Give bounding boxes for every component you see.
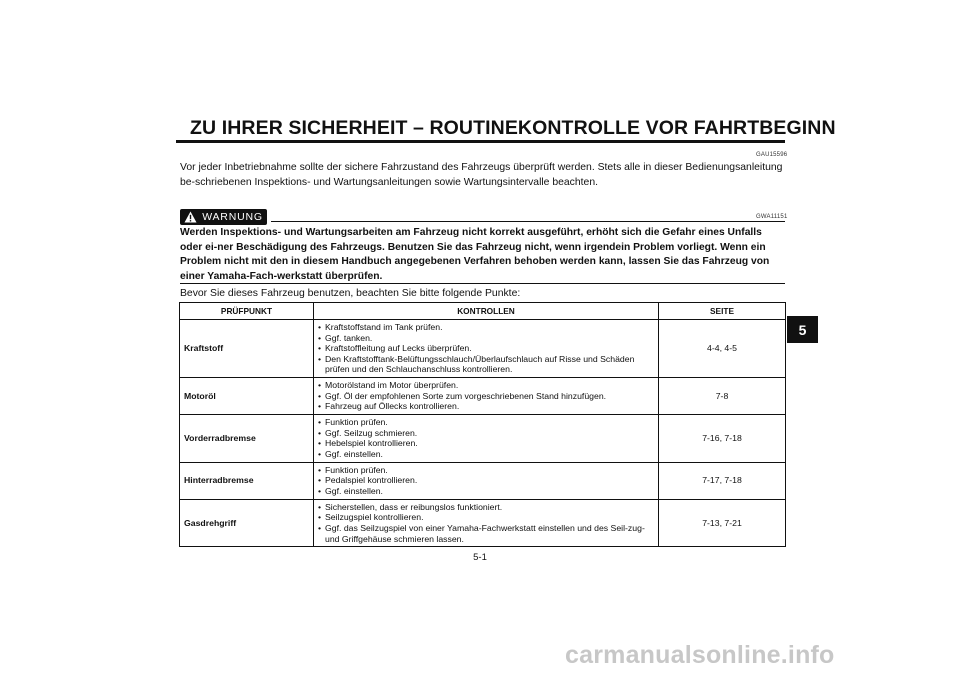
- table-row: [180, 414, 786, 462]
- table-row: [180, 462, 786, 499]
- row-item: Kraftstoff: [180, 320, 314, 378]
- row-checks: [314, 414, 659, 462]
- check-item: • Ggf. Öl der empfohlenen Sorte zum vorgeschriebenen Stand hinzufügen.: [318, 391, 654, 402]
- row-page: 7-17, 7-18: [659, 462, 786, 499]
- check-item: • Ggf. das Seilzugspiel von einer Yamaha-Fachwerkstatt einstellen und des Seil-zug- und Griffgehäuse schmieren lassen.: [318, 523, 654, 544]
- warning-badge: [180, 209, 267, 225]
- row-page: 7-16, 7-18: [659, 414, 786, 462]
- table-row: [180, 320, 786, 378]
- row-checks: [314, 499, 659, 546]
- check-item: • Seilzugspiel kontrollieren.: [318, 512, 654, 523]
- check-item: • Ggf. einstellen.: [318, 486, 654, 497]
- warning-rule-top: [271, 221, 785, 222]
- row-checks: [314, 378, 659, 415]
- checklist-table: [179, 302, 786, 547]
- row-item: Gasdrehgriff: [180, 499, 314, 546]
- row-item: Vorderradbremse: [180, 414, 314, 462]
- check-item: • Pedalspiel kontrollieren.: [318, 475, 654, 486]
- row-page: 4-4, 4-5: [659, 320, 786, 378]
- check-item: • Kraftstoffstand im Tank prüfen.: [318, 322, 654, 333]
- check-item: • Ggf. tanken.: [318, 333, 654, 344]
- intro-paragraph: Vor jeder Inbetriebnahme sollte der sichere Fahrzustand des Fahrzeugs überprüft werden. Stets alle in dieser Bedienungsanleitung be-schriebenen Inspektions- und Wartungsanleitungen sowie Wartungsintervalle beachten.: [180, 162, 783, 188]
- check-item: • Motorölstand im Motor überprüfen.: [318, 380, 654, 391]
- check-item: • Hebelspiel kontrollieren.: [318, 438, 654, 449]
- header-page: SEITE: [659, 303, 786, 320]
- check-item: • Den Kraftstofftank-Belüftungsschlauch/Überlaufschlauch auf Risse und Schäden prüfen und den Schlauchanschluss kontrollieren.: [318, 354, 654, 375]
- row-item: Hinterradbremse: [180, 462, 314, 499]
- section-code: GAU15596: [756, 152, 788, 158]
- warning-label: WARNUNG: [202, 211, 263, 223]
- check-item: • Ggf. Seilzug schmieren.: [318, 428, 654, 439]
- watermark: carmanualsonline.info: [565, 641, 835, 669]
- row-item: Motoröl: [180, 378, 314, 415]
- check-item: • Kraftstoffleitung auf Lecks überprüfen.: [318, 343, 654, 354]
- check-item: • Funktion prüfen.: [318, 465, 654, 476]
- check-item: • Fahrzeug auf Öllecks kontrollieren.: [318, 401, 654, 412]
- check-item: • Sicherstellen, dass er reibungslos funktioniert.: [318, 502, 654, 513]
- table-row: [180, 378, 786, 415]
- row-page: 7-13, 7-21: [659, 499, 786, 546]
- warning-code: GWA11151: [756, 214, 788, 220]
- warning-text: Werden Inspektions- und Wartungsarbeiten am Fahrzeug nicht korrekt ausgeführt, erhöht sich die Gefahr eines Unfalls oder ei-ner Beschädigung des Fahrzeugs. Benutzen Sie das Fahrzeug nicht, wenn irgendein Problem vorliegt. Wenn ein Problem nicht mit den in diesem Handbuch angegebenen Verfahren behoben werden kann, lassen Sie das Fahrzeug von einer Yamaha-Fach-werkstatt überprüfen.: [180, 227, 770, 282]
- table-header-row: [180, 303, 786, 320]
- chapter-tab[interactable]: 5: [787, 316, 818, 343]
- warning-triangle-icon: [184, 211, 197, 223]
- table-intro: Bevor Sie dieses Fahrzeug benutzen, beachten Sie bitte folgende Punkte:: [180, 288, 521, 299]
- title-underline: [176, 140, 785, 143]
- page-title: ZU IHRER SICHERHEIT – ROUTINEKONTROLLE VOR FAHRTBEGINN: [190, 117, 836, 139]
- header-checks: KONTROLLEN: [314, 303, 659, 320]
- header-item: PRÜFPUNKT: [180, 303, 314, 320]
- warning-rule-bottom: [180, 283, 785, 284]
- row-checks: [314, 462, 659, 499]
- row-page: 7-8: [659, 378, 786, 415]
- check-item: • Funktion prüfen.: [318, 417, 654, 428]
- check-item: • Ggf. einstellen.: [318, 449, 654, 460]
- table-row: [180, 499, 786, 546]
- page-number: 5-1: [473, 552, 487, 563]
- row-checks: [314, 320, 659, 378]
